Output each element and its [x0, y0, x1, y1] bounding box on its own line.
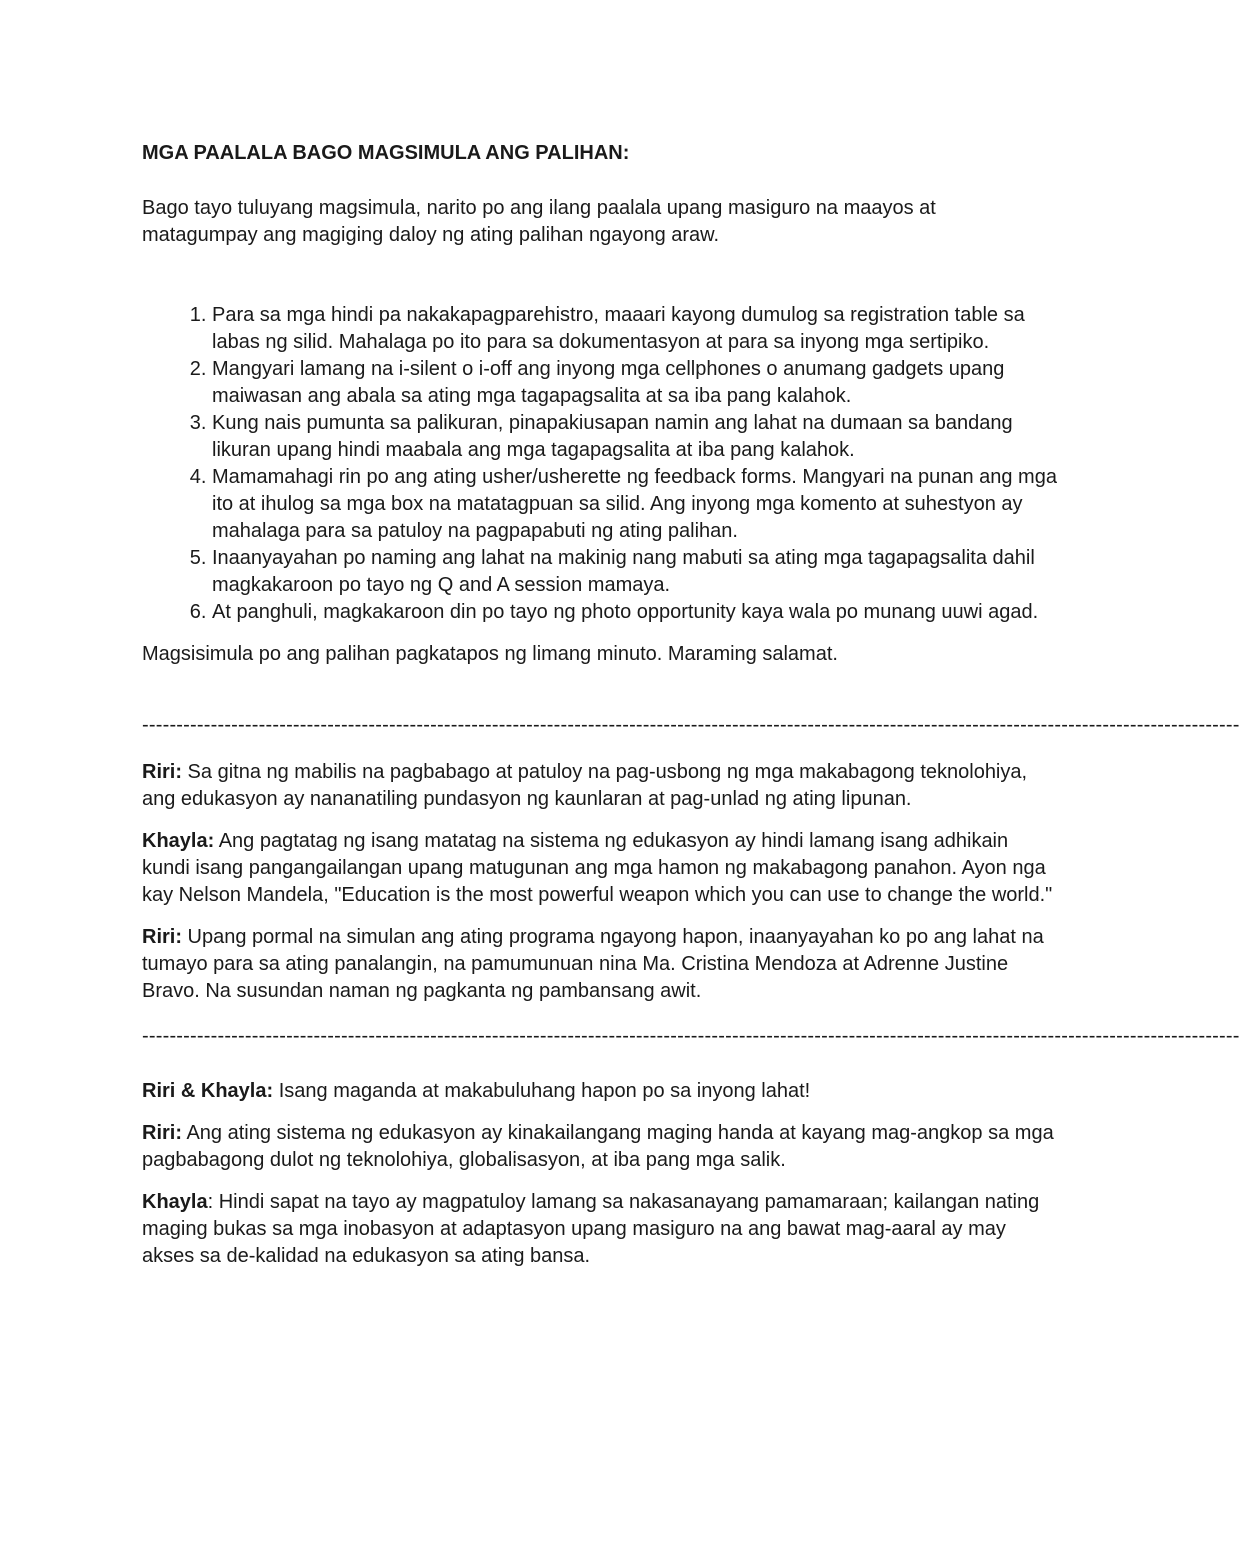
script-text: Upang pormal na simulan ang ating programa ngayong hapon, inaanyayahan ko po ang lahat na tumayo para sa ating panalangin, na pamumunuan nina Ma. Cristina Mendoza at Adrenne Justine Bravo. Na susundan naman ng pagkanta ng pambansang awit. [142, 926, 1044, 1002]
script-text: : Hindi sapat na tayo ay magpatuloy lamang sa nakasanayang pamamaraan; kailangan nating maging bukas sa mga inobasyon at adaptasyon upang masiguro na ang bawat mag-aaral ay may akses sa de-kalidad na edukasyon sa ating bansa. [142, 1191, 1040, 1267]
script-text: Ang ating sistema ng edukasyon ay kinakailangang maging handa at kayang mag-angkop sa mga pagbabagong dulot ng teknolohiya, globalisasyon, at iba pang mga salik. [142, 1122, 1054, 1171]
reminder-item: 4. Mamamahagi rin po ang ating usher/usherette ng feedback forms. Mangyari na punan ang mga ito at ihulog sa mga box na matatagpuan sa silid. Ang inyong mga komento at suhestyon ay mahalaga para sa patuloy na pagpapabuti ng ating palihan. [212, 464, 1057, 545]
speaker-name: Khayla [142, 1191, 208, 1213]
speaker-name: Khayla: [142, 830, 215, 852]
script-text: Isang maganda at makabuluhang hapon po sa inyong lahat! [273, 1080, 811, 1102]
script-line [142, 759, 1057, 813]
reminders-title: MGA PAALALA BAGO MAGSIMULA ANG PALIHAN: [142, 142, 630, 164]
section-divider: ---------------------------------------------------------------------------------------------------------------------------------------------------------------- [142, 1025, 1240, 1047]
script-text: Sa gitna ng mabilis na pagbabago at patuloy na pag-usbong ng mga makabagong teknolohiya, ang edukasyon ay nananatiling pundasyon ng kaunlaran at pag-unlad ng ating lipunan. [142, 761, 1028, 810]
script-line [142, 924, 1057, 1005]
reminder-item: 2. Mangyari lamang na i-silent o i-off ang inyong mga cellphones o anumang gadgets upang maiwasan ang abala sa ating mga tagapagsalita at sa iba pang kalahok. [212, 356, 1057, 410]
script-text: Ang pagtatag ng isang matatag na sistema ng edukasyon ay hindi lamang isang adhikain kundi isang pangangailangan upang matugunan ang mga hamon ng makabagong panahon. Ayon nga kay Nelson Mandela, "Education is the most powerful weapon which you can use to change the world." [142, 830, 1053, 906]
reminder-item: 6. At panghuli, magkakaroon din po tayo ng photo opportunity kaya wala po munang uuwi agad. [212, 599, 1057, 626]
document-page [142, 140, 1240, 1285]
reminders-list [142, 302, 1057, 626]
intro-paragraph: Bago tayo tuluyang magsimula, narito po ang ilang paalala upang masiguro na maayos at matagumpay ang magiging daloy ng ating palihan ngayong araw. [142, 197, 936, 246]
closing-paragraph: Magsisimula po ang palihan pagkatapos ng limang minuto. Maraming salamat. [142, 643, 838, 665]
reminder-item: 1. Para sa mga hindi pa nakakapagparehistro, maaari kayong dumulog sa registration table sa labas ng silid. Mahalaga po ito para sa dokumentasyon at para sa inyong mga sertipiko. [212, 302, 1057, 356]
speaker-name: Riri: [142, 926, 182, 948]
reminder-item: 5. Inaanyayahan po naming ang lahat na makinig nang mabuti sa ating mga tagapagsalita dahil magkakaroon po tayo ng Q and A session mamaya. [212, 545, 1057, 599]
script-line [142, 1120, 1057, 1174]
script-line [142, 1189, 1057, 1270]
speaker-name: Riri & Khayla: [142, 1080, 274, 1102]
script-line [142, 828, 1057, 909]
reminder-item: 3. Kung nais pumunta sa palikuran, pinapakiusapan namin ang lahat na dumaan sa bandang likuran upang hindi maabala ang mga tagapagsalita at iba pang kalahok. [212, 410, 1057, 464]
speaker-name: Riri: [142, 1122, 182, 1144]
script-line [142, 1078, 1057, 1105]
section-divider: ---------------------------------------------------------------------------------------------------------------------------------------------------------------- [142, 714, 1240, 736]
speaker-name: Riri: [142, 761, 182, 783]
